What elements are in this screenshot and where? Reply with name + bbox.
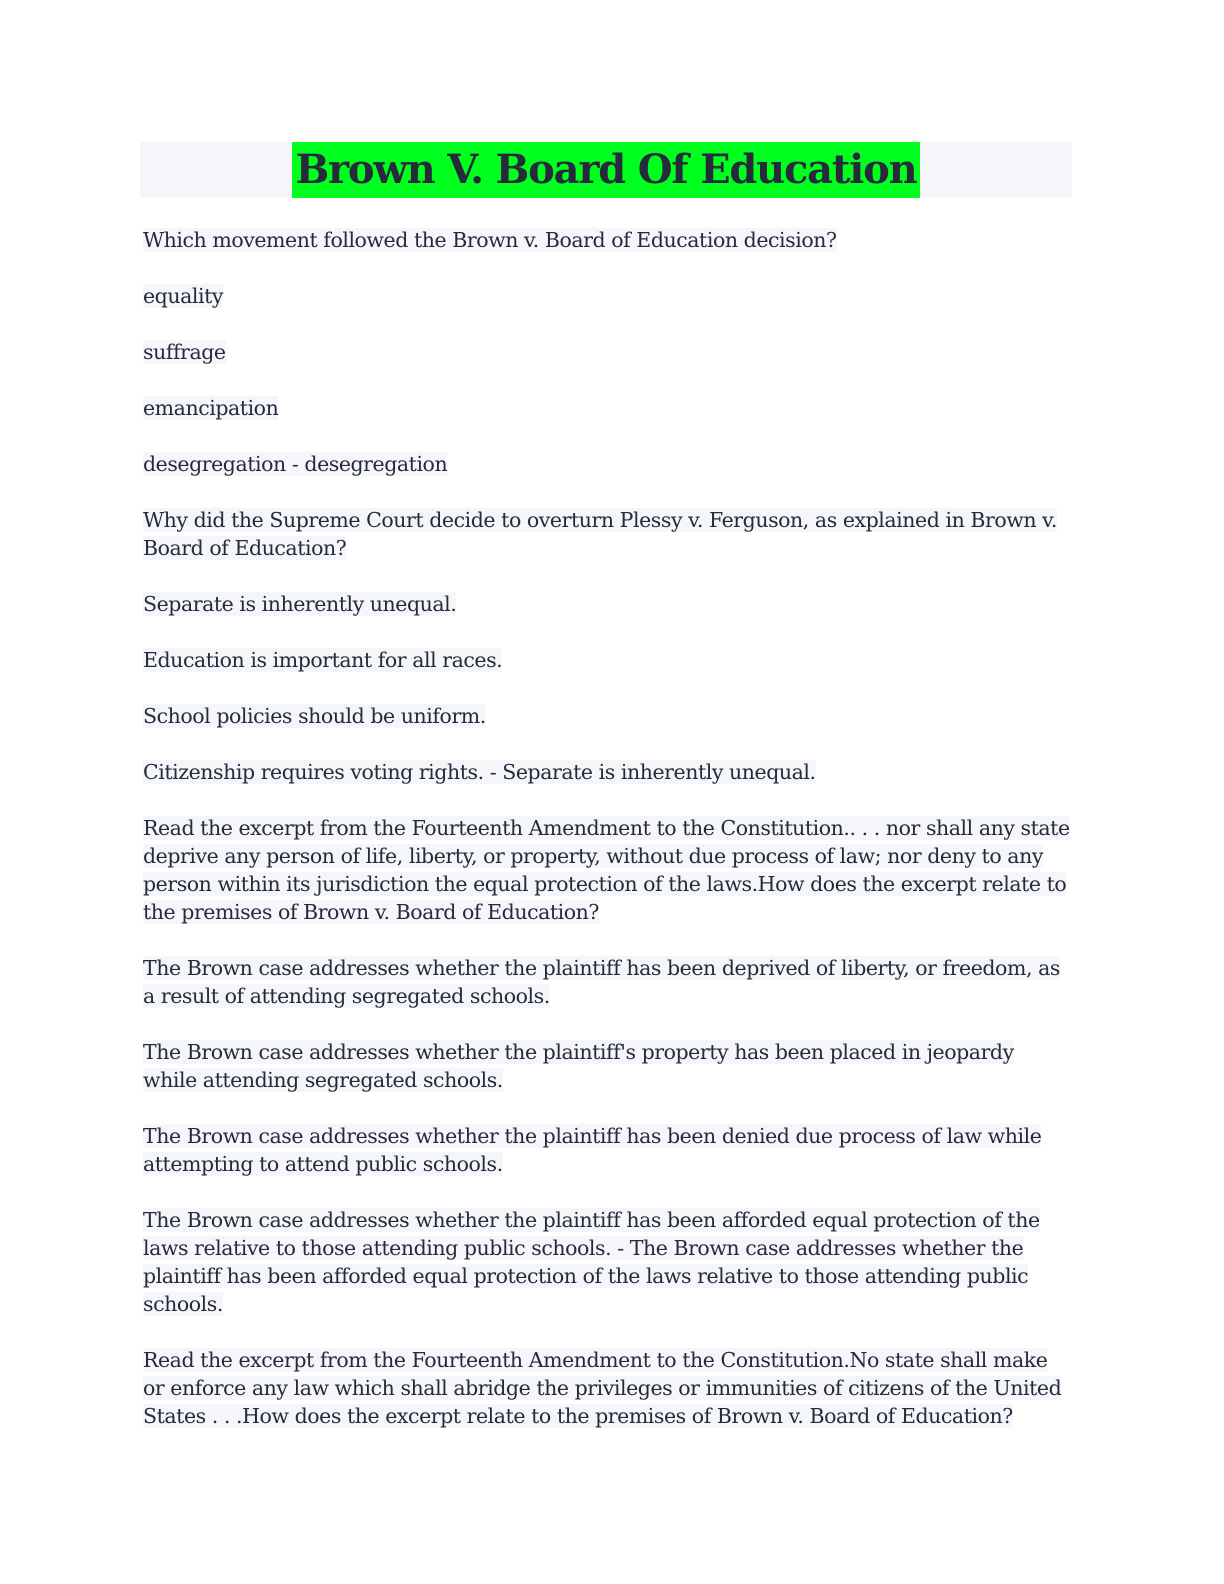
paragraph-text: The Brown case addresses whether the plaintiff's property has been placed in jeopardy while attending segregated schools.: [143, 1040, 1014, 1092]
answer-option: [143, 702, 1073, 730]
paragraph-text: Citizenship requires voting rights. - Separate is inherently unequal.: [143, 760, 816, 784]
answer-option: [143, 394, 1073, 422]
answer-option: [143, 282, 1073, 310]
answer-option-with-key: [143, 450, 1073, 478]
answer-option: [143, 1122, 1073, 1178]
answer-option-with-key: [143, 758, 1073, 786]
paragraph-text: The Brown case addresses whether the plaintiff has been deprived of liberty, or freedom, as a result of attending segregated schools.: [143, 956, 1060, 1008]
answer-option: [143, 1038, 1073, 1094]
paragraph-text: Separate is inherently unequal.: [143, 592, 457, 616]
answer-option: [143, 646, 1073, 674]
paragraph-text: Read the excerpt from the Fourteenth Amendment to the Constitution.. . . nor shall any state deprive any person of life, liberty, or property, without due process of law; nor deny to any person within its jurisdiction the equal protection of the laws.How does the excerpt relate to the premises of Brown v. Board of Education?: [143, 816, 1070, 924]
paragraph-text: The Brown case addresses whether the plaintiff has been afforded equal protection of the laws relative to those attending public schools. - The Brown case addresses whether the plaintiff has been afforded equal protection of the laws relative to those attending public schools.: [143, 1208, 1040, 1316]
paragraph-text: Which movement followed the Brown v. Board of Education decision?: [143, 228, 837, 252]
title-band: [140, 142, 1072, 198]
answer-option: [143, 590, 1073, 618]
document-body: [143, 226, 1073, 1458]
question-3: [143, 814, 1073, 926]
paragraph-text: equality: [143, 284, 224, 308]
page-title: Brown V. Board Of Education: [292, 142, 919, 198]
answer-option-with-key: [143, 1206, 1073, 1318]
answer-option: [143, 338, 1073, 366]
paragraph-text: suffrage: [143, 340, 226, 364]
paragraph-text: School policies should be uniform.: [143, 704, 486, 728]
question-2: [143, 506, 1073, 562]
paragraph-text: The Brown case addresses whether the plaintiff has been denied due process of law while attempting to attend public schools.: [143, 1124, 1042, 1176]
paragraph-text: desegregation - desegregation: [143, 452, 448, 476]
paragraph-text: Education is important for all races.: [143, 648, 503, 672]
paragraph-text: Read the excerpt from the Fourteenth Amendment to the Constitution.No state shall make or enforce any law which shall abridge the privileges or immunities of citizens of the United States . . .How does the excerpt relate to the premises of Brown v. Board of Education?: [143, 1348, 1062, 1428]
question-1: [143, 226, 1073, 254]
question-4: [143, 1346, 1073, 1430]
answer-option: [143, 954, 1073, 1010]
paragraph-text: emancipation: [143, 396, 279, 420]
paragraph-text: Why did the Supreme Court decide to overturn Plessy v. Ferguson, as explained in Brown v. Board of Education?: [143, 508, 1057, 560]
